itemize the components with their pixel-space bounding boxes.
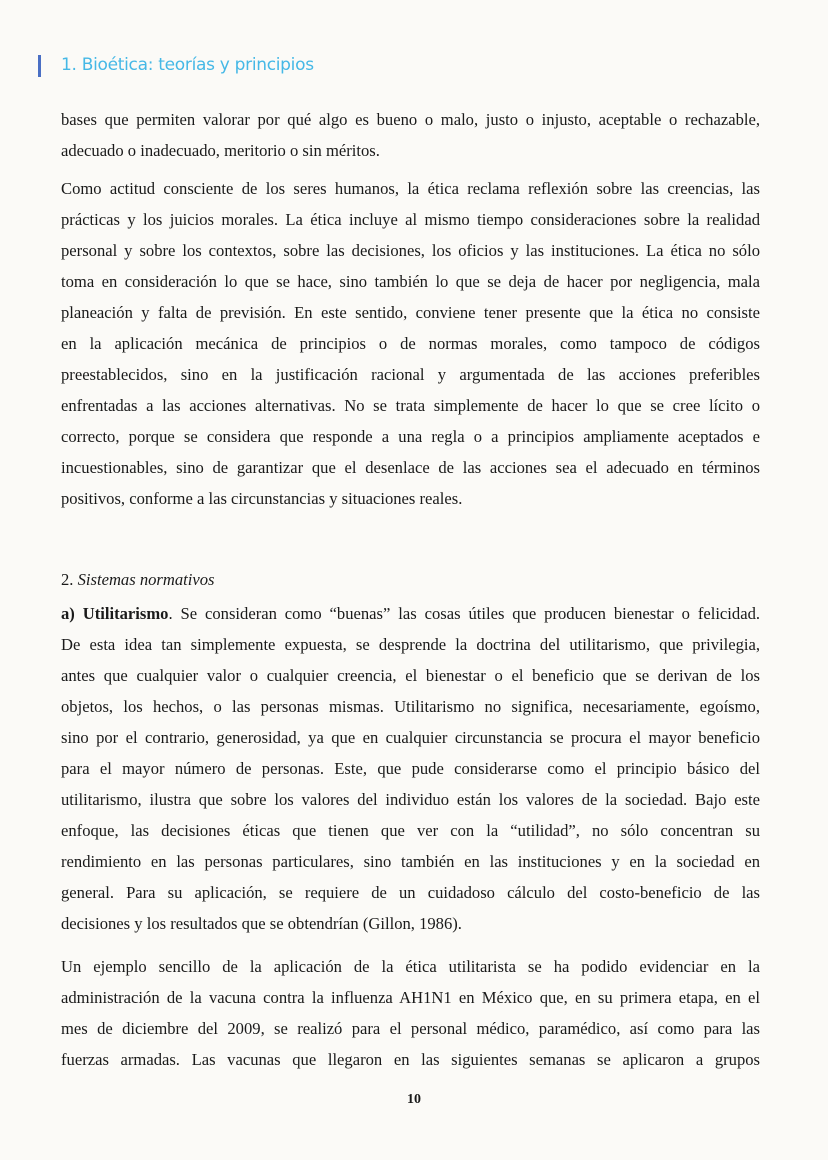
text-line: antes que cualquier valor o cualquier creencia, el bienestar o el beneficio que se derivan de los bbox=[61, 666, 760, 685]
section-title: Sistemas normativos bbox=[77, 570, 215, 589]
text-line: incuestionables, sino de garantizar que el desenlace de las acciones sea el adecuado en términos bbox=[61, 458, 760, 477]
text-line: decisiones y los resultados que se obtendrían (Gillon, 1986). bbox=[61, 914, 462, 933]
text-line: para el mayor número de personas. Este, que pude considerarse como el principio básico del bbox=[61, 759, 760, 778]
line-text: . Se consideran como “buenas” las cosas útiles que producen bienestar o felicidad. bbox=[168, 604, 761, 623]
text-line: fuerzas armadas. Las vacunas que llegaron en las siguientes semanas se aplicaron a grupos bbox=[61, 1050, 760, 1069]
text-line: adecuado o inadecuado, meritorio o sin méritos. bbox=[61, 141, 380, 160]
text-line: preestablecidos, sino en la justificación racional y argumentada de las acciones preferibles bbox=[61, 365, 760, 384]
text-line: utilitarismo, ilustra que sobre los valores del individuo están los valores de la sociedad. Bajo este bbox=[61, 790, 760, 809]
text-line: De esta idea tan simplemente expuesta, se desprende la doctrina del utilitarismo, que privilegia, bbox=[61, 635, 760, 654]
text-line: general. Para su aplicación, se requiere de un cuidadoso cálculo del costo-beneficio de las bbox=[61, 883, 760, 902]
text-line: Un ejemplo sencillo de la aplicación de la ética utilitarista se ha podido evidenciar en la bbox=[61, 957, 760, 976]
paragraph-ejemplo bbox=[61, 951, 760, 1075]
text-line: personal y sobre los contextos, sobre las decisiones, los oficios y las instituciones. La ética no sólo bbox=[61, 241, 760, 260]
text-line: mes de diciembre del 2009, se realizó para el personal médico, paramédico, así como para las bbox=[61, 1019, 760, 1038]
paragraph-1 bbox=[61, 104, 760, 166]
text-line: rendimiento en las personas particulares, sino también en las instituciones y en la sociedad en bbox=[61, 852, 760, 871]
lead-term: a) Utilitarismo bbox=[61, 604, 169, 623]
text-line bbox=[61, 598, 760, 629]
text-line: planeación y falta de previsión. En este sentido, conviene tener presente que la ética no consiste bbox=[61, 303, 760, 322]
running-header: 1. Bioética: teorías y principios bbox=[61, 55, 314, 75]
text-line: objetos, los hechos, o las personas mismas. Utilitarismo no significa, necesariamente, egoísmo, bbox=[61, 697, 760, 716]
text-line: positivos, conforme a las circunstancias y situaciones reales. bbox=[61, 489, 463, 508]
text-line: sino por el contrario, generosidad, ya que en cualquier circunstancia se procura el mayor beneficio bbox=[61, 728, 760, 747]
text-line: en la aplicación mecánica de principios o de normas morales, como tampoco de códigos bbox=[61, 334, 760, 353]
text-line: enfrentadas a las acciones alternativas. No se trata simplemente de hacer lo que se cree lícito o bbox=[61, 396, 760, 415]
text-line: bases que permiten valorar por qué algo es bueno o malo, justo o injusto, aceptable o rechazable, bbox=[61, 110, 760, 129]
section-heading bbox=[61, 564, 215, 595]
header-accent-bar bbox=[38, 55, 41, 77]
paragraph-utilitarismo bbox=[61, 598, 760, 939]
text-line: prácticas y los juicios morales. La ética incluye al mismo tiempo consideraciones sobre la realidad bbox=[61, 210, 760, 229]
text-line: correcto, porque se considera que responde a una regla o a principios ampliamente aceptados e bbox=[61, 427, 760, 446]
section-number: 2. bbox=[61, 570, 74, 589]
text-line: administración de la vacuna contra la influenza AH1N1 en México que, en su primera etapa, en el bbox=[61, 988, 760, 1007]
text-line: toma en consideración lo que se hace, sino también lo que se deja de hacer por negligencia, mala bbox=[61, 272, 760, 291]
text-line: enfoque, las decisiones éticas que tienen que ver con la “utilidad”, no sólo concentran su bbox=[61, 821, 760, 840]
text-line: Como actitud consciente de los seres humanos, la ética reclama reflexión sobre las creencias, las bbox=[61, 179, 760, 198]
paragraph-2 bbox=[61, 173, 760, 514]
page-number: 10 bbox=[407, 1092, 421, 1107]
